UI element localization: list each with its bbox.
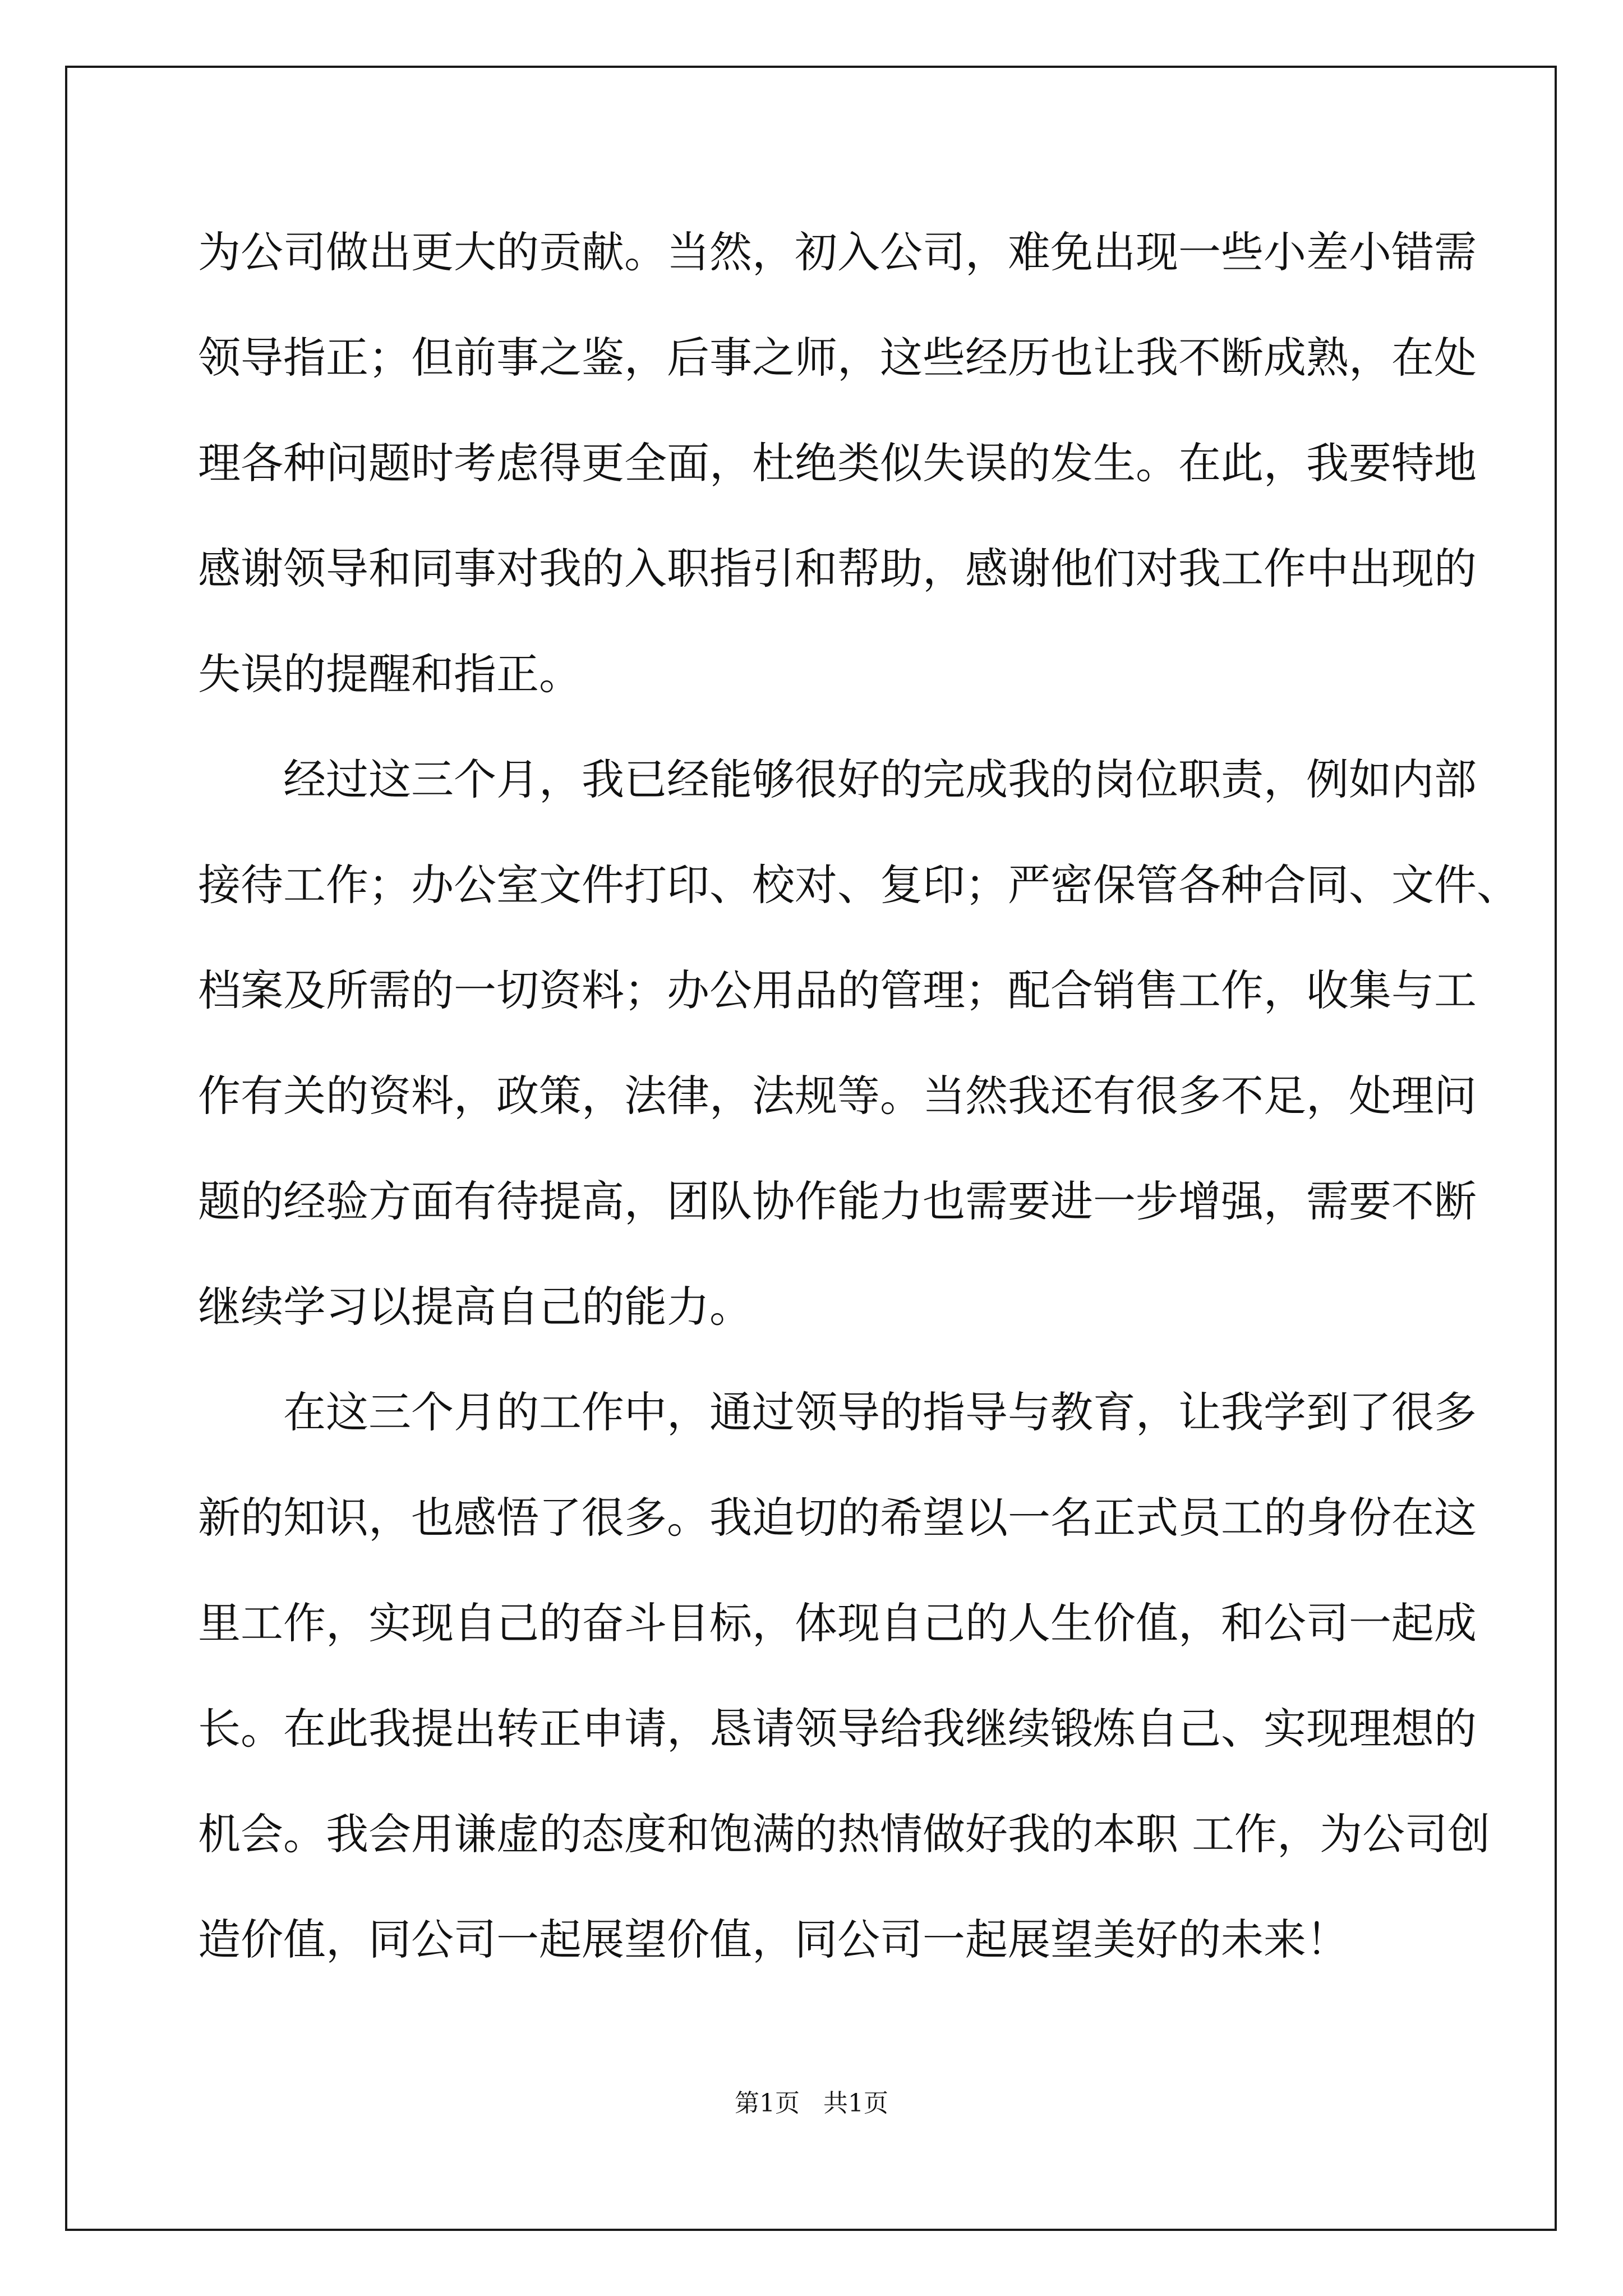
paragraph-3-line-3: 里工作，实现自己的奋斗目标，体现自己的人生价值，和公司一起成 <box>198 1598 1477 1648</box>
paragraph-3-line-6: 造价值，同公司一起展望价值，同公司一起展望美好的未来！ <box>198 1915 1349 1964</box>
paragraph-1-line-1: 为公司做出更大的贡献。当然，初入公司，难免出现一些小差小错需 <box>198 227 1477 277</box>
paragraph-2-line-1: 经过这三个月，我已经能够很好的完成我的岗位职责，例如内部 <box>283 754 1477 804</box>
paragraph-1-line-3: 理各种问题时考虑得更全面，杜绝类似失误的发生。在此，我要特地 <box>198 438 1477 488</box>
paragraph-3-line-4: 长。在此我提出转正申请，恳请领导给我继续锻炼自己、实现理想的 <box>198 1704 1477 1754</box>
paragraph-2-line-6: 继续学习以提高自己的能力。 <box>198 1282 752 1332</box>
page-number-footer: 第1页 共1页 <box>735 2089 888 2118</box>
paragraph-3-line-5: 机会。我会用谦虚的态度和饱满的热情做好我的本职 工作，为公司创 <box>198 1809 1491 1859</box>
paragraph-2-line-4: 作有关的资料，政策，法律，法规等。当然我还有很多不足，处理问 <box>198 1071 1477 1121</box>
paragraph-2-line-5: 题的经验方面有待提高，团队协作能力也需要进一步增强，需要不断 <box>198 1176 1477 1226</box>
paragraph-3-line-2: 新的知识，也感悟了很多。我迫切的希望以一名正式员工的身份在这 <box>198 1493 1477 1543</box>
paragraph-1-line-2: 领导指正；但前事之鉴，后事之师，这些经历也让我不断成熟，在处 <box>198 333 1477 383</box>
paragraph-3-line-1: 在这三个月的工作中，通过领导的指导与教育，让我学到了很多 <box>283 1387 1477 1437</box>
paragraph-1-line-4: 感谢领导和同事对我的入职指引和帮助，感谢他们对我工作中出现的 <box>198 544 1477 593</box>
paragraph-1-line-5: 失误的提醒和指正。 <box>198 649 582 699</box>
paragraph-2-line-2: 接待工作；办公室文件打印、校对、复印；严密保管各种合同、文件、 <box>198 860 1519 910</box>
paragraph-2-line-3: 档案及所需的一切资料；办公用品的管理；配合销售工作，收集与工 <box>198 965 1477 1015</box>
page-border <box>65 66 1557 2231</box>
